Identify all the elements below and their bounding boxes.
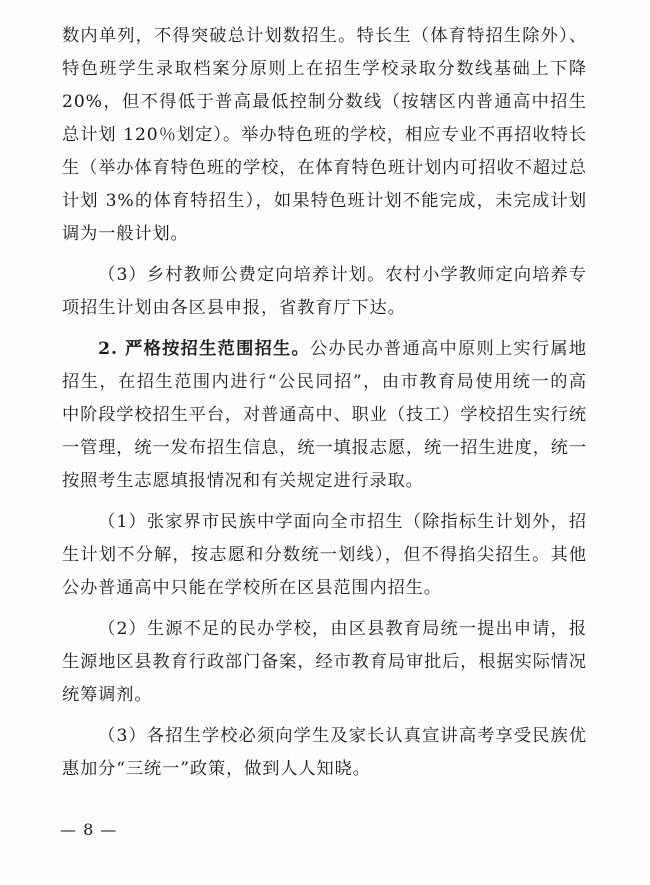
- paragraph-section-2: [62, 333, 587, 498]
- paragraph-gap: [62, 712, 587, 720]
- paragraph-text: 公办民办普通高中原则上实行属地招生，在招生范围内进行“公民同招”，由市教育局使用统一的高中阶段学校招生平台，对普通高中、职业（技工）学校招生实行统一管理，统一发布招生信息，统一填报志愿，统一招生进度，统一按照考生志愿填报情况和有关规定进行录取。: [62, 339, 587, 491]
- section-heading: 2. 严格按招生范围招生。: [98, 339, 311, 359]
- paragraph-text: （1）张家界市民族中学面向全市招生（除指标生计划外，招生计划不分解，按志愿和分数统一划线），但不得掐尖招生。其他公办普通高中只能在学校所在区县范围内招生。: [62, 512, 587, 598]
- paragraph-gap: [62, 605, 587, 613]
- paragraph-gap: [62, 498, 587, 506]
- paragraph-continuation: [62, 20, 587, 251]
- paragraph-item-3-rural-teachers: [62, 259, 587, 325]
- paragraph-gap: [62, 325, 587, 333]
- paragraph-text: （3）各招生学校必须向学生及家长认真宣讲高考享受民族优惠加分“三统一”政策，做到人人知晓。: [62, 726, 587, 779]
- paragraph-gap: [62, 251, 587, 259]
- paragraph-item-3: [62, 720, 587, 786]
- paragraph-item-1: [62, 506, 587, 605]
- paragraph-text: （2）生源不足的民办学校，由区县教育局统一提出申请，报生源地区县教育行政部门备案，经市教育局审批后，根据实际情况统筹调剂。: [62, 619, 587, 705]
- paragraph-text: （3）乡村教师公费定向培养计划。农村小学教师定向培养专项招生计划由各区县申报，省教育厅下达。: [62, 265, 587, 318]
- page-number: — 8 —: [60, 820, 118, 839]
- paragraph-text: 数内单列，不得突破总计划数招生。特长生（体育特招生除外）、特色班学生录取档案分原则上在招生学校录取分数线基础上下降 20%，但不得低于普高最低控制分数线（按辖区内普通高中招生总计划 120％划定）。举办特色班的学校，相应专业不再招收特长生（举办体育特色班的学校，在体育特色班计划内可招收不超过总计划 3%的体育特招生），如果特色班计划不能完成，未完成计划调为一般计划。: [62, 26, 587, 244]
- paragraph-item-2: [62, 613, 587, 712]
- document-body: [62, 20, 587, 786]
